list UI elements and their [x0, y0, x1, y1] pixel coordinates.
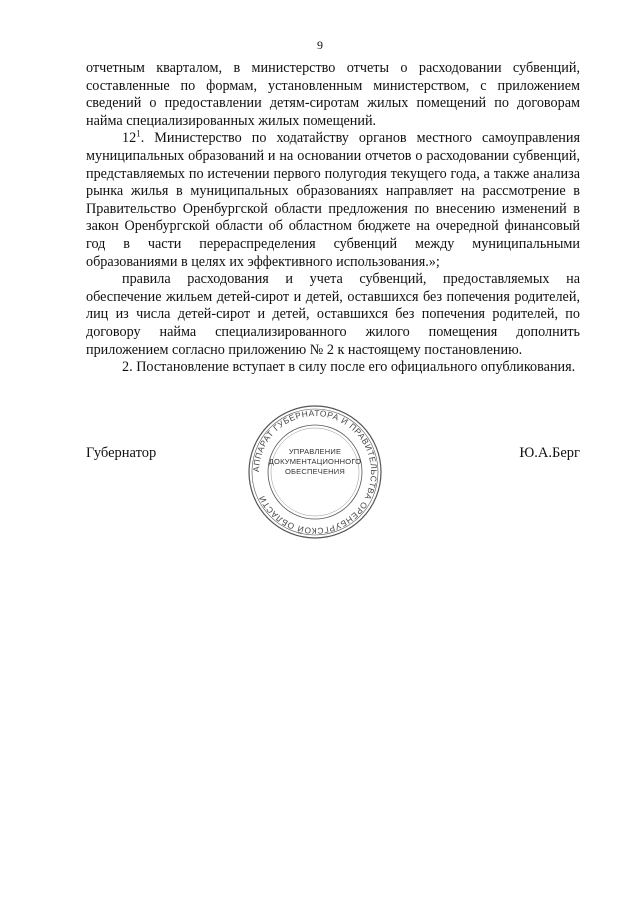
signatory-name: Ю.А.Берг — [519, 445, 580, 461]
official-seal — [245, 402, 385, 542]
clause-number: 12 — [122, 130, 137, 147]
document-body — [86, 60, 580, 377]
seal-ring-text: АППАРАТ ГУБЕРНАТОРА И ПРАВИТЕЛЬСТВА ОРЕНБУРГСКОЙ ОБЛАСТИ — [250, 407, 380, 537]
paragraph-continuation: отчетным кварталом, в министерство отчеты о расходовании субвенций, составленные по формам, установленным министерством, с приложением сведений о предоставлении детям-сиротам жилых помещений по договорам найма специализированных жилых помещений. — [86, 60, 580, 129]
paragraph-effective-date: 2. Постановление вступает в силу после его официального опубликования. — [122, 359, 576, 376]
signature-title: Губернатор — [86, 445, 157, 461]
seal-line-2: ДОКУМЕНТАЦИОННОГО — [268, 457, 362, 466]
page-number: 9 — [317, 38, 323, 52]
clause-superscript: 1 — [136, 128, 141, 139]
seal-center-text — [265, 447, 365, 477]
paragraph-rules-amendment: правила расходования и учета субвенций, предоставляемых на обеспечение жильем детей-сирот и детей, оставшихся без попечения родителей, лиц из числа детей-сирот и детей, оставшихся без попечения родителей, по договору найма специализированного жилого помещения дополнить приложением согласно приложению № 2 к настоящему постановлению. — [86, 271, 580, 358]
paragraph-clause-12-1 — [86, 130, 580, 271]
seal-line-1: УПРАВЛЕНИЕ — [288, 447, 342, 456]
seal-line-3: ОБЕСПЕЧЕНИЯ — [285, 467, 345, 476]
clause-text: . Министерство по ходатайству органов местного самоуправления муниципальных образований и на основании отчетов о расходовании субвенций, представляемых по истечении первого полугодия текущего года, а также анализа рынка жилья в муниципальных образованиях направляет на рассмотрение в Правительство Оренбургской области предложения по внесению изменений в закон Оренбургской области об областном бюджете на очередной финансовый год в части перераспределения субвенций между муниципальными образованиями в целях их эффективного использования.»; — [86, 130, 580, 270]
